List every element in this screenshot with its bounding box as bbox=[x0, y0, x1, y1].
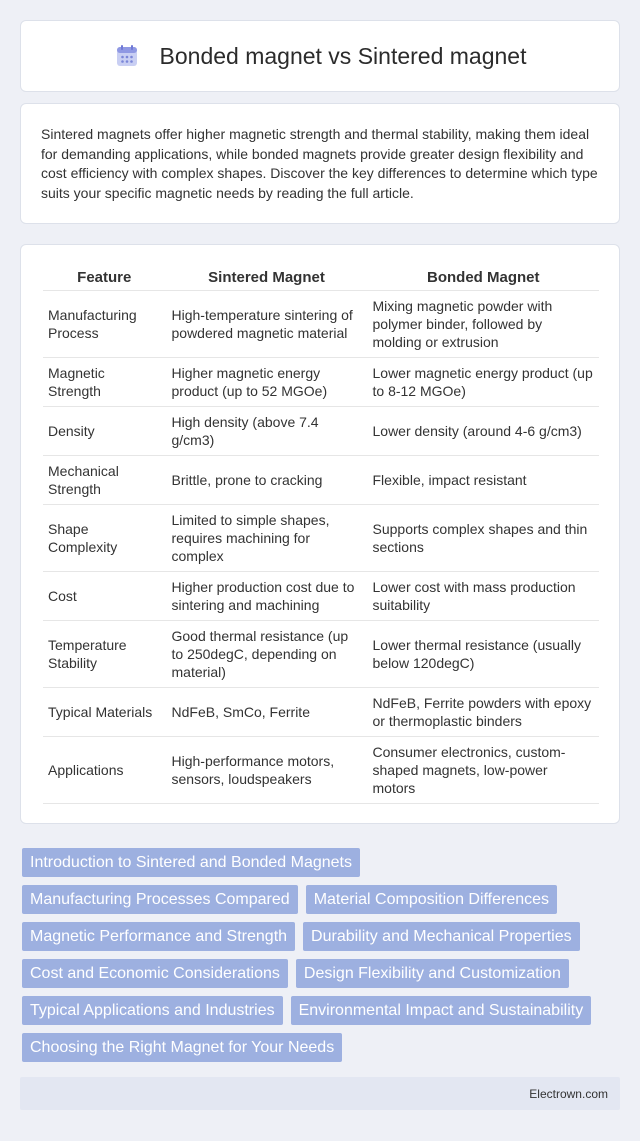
table-row bbox=[43, 407, 599, 456]
table-cell: Mechanical Strength bbox=[43, 456, 166, 505]
table-row bbox=[43, 358, 599, 407]
title-wrap bbox=[114, 43, 527, 70]
table-cell: Mixing magnetic powder with polymer binder, followed by molding or extrusion bbox=[367, 291, 599, 358]
table-row bbox=[43, 291, 599, 358]
table-cell: NdFeB, Ferrite powders with epoxy or thermoplastic binders bbox=[367, 688, 599, 737]
table-cell: Consumer electronics, custom-shaped magnets, low-power motors bbox=[367, 737, 599, 804]
intro-card bbox=[20, 103, 620, 224]
table-row bbox=[43, 456, 599, 505]
table-cell: Higher production cost due to sintering and machining bbox=[166, 572, 367, 621]
intro-text: Sintered magnets offer higher magnetic strength and thermal stability, making them ideal for demanding applications, while bonded magnets provide greater design flexibility and cost efficiency with complex shapes. Discover the key differences to determine which type suits your specific magnetic needs by reading the full article. bbox=[41, 126, 598, 201]
topic-tags bbox=[22, 848, 620, 1070]
table-cell: Shape Complexity bbox=[43, 505, 166, 572]
table-cell: Higher magnetic energy product (up to 52 MGOe) bbox=[166, 358, 367, 407]
table-cell: Applications bbox=[43, 737, 166, 804]
table-row bbox=[43, 737, 599, 804]
footer-site-link[interactable]: Electrown.com bbox=[529, 1086, 608, 1101]
topic-tag[interactable]: Introduction to Sintered and Bonded Magnets bbox=[22, 848, 360, 877]
page-title: Bonded magnet vs Sintered magnet bbox=[159, 42, 527, 69]
table-cell: Magnetic Strength bbox=[43, 358, 166, 407]
topic-tag[interactable]: Environmental Impact and Sustainability bbox=[291, 996, 592, 1025]
topic-tag[interactable]: Durability and Mechanical Properties bbox=[303, 922, 580, 951]
table-card bbox=[20, 244, 620, 824]
topic-tag[interactable]: Cost and Economic Considerations bbox=[22, 959, 288, 988]
table-cell: High-performance motors, sensors, loudspeakers bbox=[166, 737, 367, 804]
table-row bbox=[43, 621, 599, 688]
table-cell: Density bbox=[43, 407, 166, 456]
table-cell: Typical Materials bbox=[43, 688, 166, 737]
table-cell: Temperature Stability bbox=[43, 621, 166, 688]
topic-tag[interactable]: Material Composition Differences bbox=[306, 885, 557, 914]
footer bbox=[20, 1077, 620, 1110]
topic-tag[interactable]: Typical Applications and Industries bbox=[22, 996, 283, 1025]
table-cell: Lower magnetic energy product (up to 8-12 MGOe) bbox=[367, 358, 599, 407]
table-cell: Lower density (around 4-6 g/cm3) bbox=[367, 407, 599, 456]
table-cell: Limited to simple shapes, requires machining for complex bbox=[166, 505, 367, 572]
table-cell: Manufacturing Process bbox=[43, 291, 166, 358]
table-cell: High density (above 7.4 g/cm3) bbox=[166, 407, 367, 456]
header-bonded: Bonded Magnet bbox=[367, 265, 599, 291]
calendar-icon bbox=[114, 43, 140, 69]
table-header-row bbox=[43, 265, 599, 291]
topic-tag[interactable]: Magnetic Performance and Strength bbox=[22, 922, 295, 951]
topic-tag[interactable]: Choosing the Right Magnet for Your Needs bbox=[22, 1033, 342, 1062]
table-row bbox=[43, 688, 599, 737]
table-row bbox=[43, 505, 599, 572]
table-cell: Lower thermal resistance (usually below 120degC) bbox=[367, 621, 599, 688]
table-cell: Cost bbox=[43, 572, 166, 621]
table-cell: High-temperature sintering of powdered magnetic material bbox=[166, 291, 367, 358]
table-cell: NdFeB, SmCo, Ferrite bbox=[166, 688, 367, 737]
table-cell: Supports complex shapes and thin sections bbox=[367, 505, 599, 572]
header-sintered: Sintered Magnet bbox=[166, 265, 367, 291]
table-cell: Lower cost with mass production suitability bbox=[367, 572, 599, 621]
header-feature: Feature bbox=[43, 265, 166, 291]
title-card bbox=[20, 20, 620, 92]
comparison-table bbox=[43, 265, 599, 804]
table-cell: Good thermal resistance (up to 250degC, depending on material) bbox=[166, 621, 367, 688]
table-cell: Brittle, prone to cracking bbox=[166, 456, 367, 505]
table-cell: Flexible, impact resistant bbox=[367, 456, 599, 505]
table-row bbox=[43, 572, 599, 621]
topic-tag[interactable]: Design Flexibility and Customization bbox=[296, 959, 569, 988]
topic-tag[interactable]: Manufacturing Processes Compared bbox=[22, 885, 298, 914]
